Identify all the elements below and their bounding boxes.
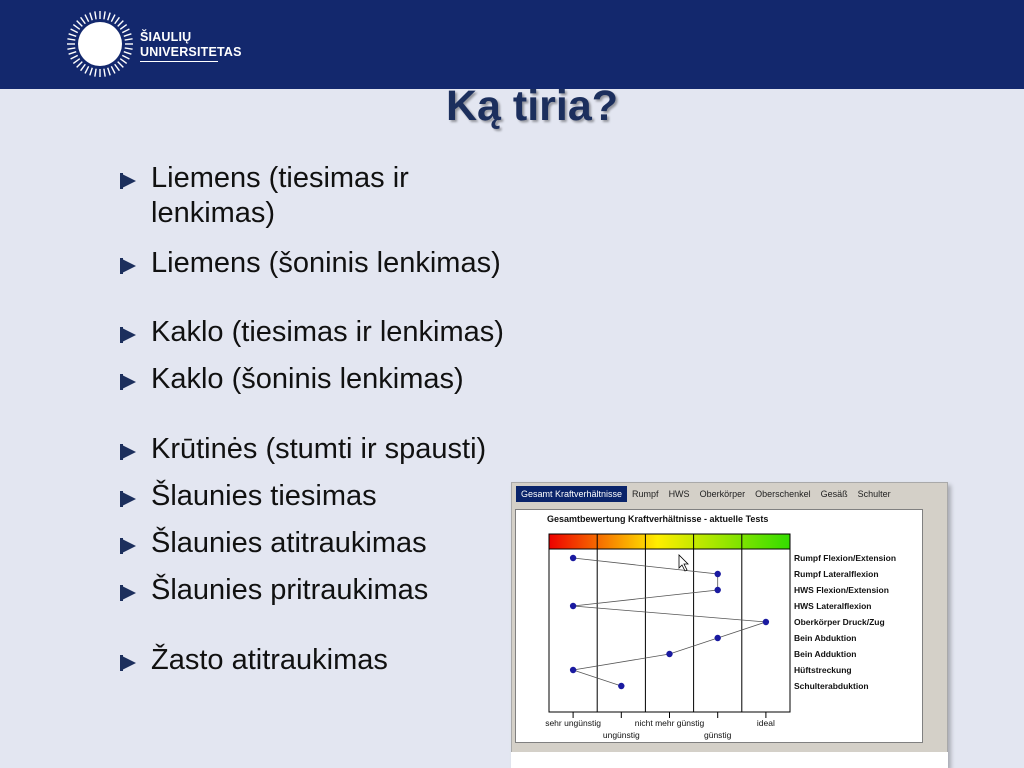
mouse-cursor-icon: [679, 555, 688, 571]
data-point: [715, 571, 721, 577]
logo-ray: [111, 66, 115, 73]
data-point: [666, 651, 672, 657]
bullet-text: Kaklo (tiesimas ir lenkimas): [151, 316, 504, 348]
tab-rumpf[interactable]: Rumpf: [632, 489, 659, 499]
bullet-text: Šlaunies atitraukimas: [151, 527, 427, 559]
logo-ray: [108, 13, 110, 21]
data-point: [763, 619, 769, 625]
logo-ray: [111, 15, 115, 22]
tab-gesaess[interactable]: Gesäß: [820, 489, 848, 499]
logo-ray: [73, 25, 79, 30]
logo-ray: [81, 64, 86, 70]
logo-ray: [81, 17, 86, 23]
logo-ray: [69, 34, 77, 36]
logo-ray: [67, 48, 75, 49]
logo-ray: [120, 59, 126, 64]
bullet-arrow-icon: [120, 444, 136, 460]
logo-ray: [71, 29, 78, 33]
logo-ray: [95, 11, 96, 19]
bullet-text: Liemens (tiesimas ir lenkimas): [151, 162, 409, 229]
logo-ray: [120, 25, 126, 30]
embedded-app-screenshot: [511, 482, 948, 768]
logo-ray: [77, 62, 83, 68]
bullet-arrow-icon: [120, 258, 136, 274]
logo-ray: [125, 48, 133, 49]
bullet-arrow-icon: [120, 538, 136, 554]
slide-title: Ką tiria?: [445, 82, 619, 130]
chart-panel: [515, 509, 923, 743]
logo-ray: [118, 21, 124, 27]
data-point: [570, 603, 576, 609]
strength-chart: [516, 510, 924, 744]
data-point: [570, 555, 576, 561]
rating-gradient-bar: [549, 534, 790, 549]
scale-label: ideal: [756, 718, 775, 728]
bullet-arrow-icon: [120, 585, 136, 601]
bullet-text: Kaklo (šoninis lenkimas): [151, 363, 464, 395]
chart-frame: [549, 534, 790, 712]
category-label: Rumpf Flexion/Extension: [794, 553, 897, 563]
series-line: [573, 558, 766, 686]
bullet-text: Šlaunies pritraukimas: [151, 574, 429, 606]
bullet-arrow-icon: [120, 655, 136, 671]
scale-label: sehr ungünstig: [545, 718, 601, 728]
logo-ray: [95, 69, 96, 77]
scale-label: nicht mehr günstig: [634, 718, 705, 728]
tab-oberschenkel[interactable]: Oberschenkel: [755, 489, 811, 499]
university-name: [140, 30, 242, 60]
tab-schulter[interactable]: Schulter: [857, 489, 891, 499]
bullet-arrow-icon: [120, 374, 136, 390]
bullet-arrow-icon: [120, 173, 136, 189]
logo-ray: [67, 39, 75, 40]
tab-gesamt[interactable]: Gesamt Kraftverhältnisse: [516, 486, 627, 502]
logo-ray: [90, 68, 92, 76]
logo-ray: [122, 29, 129, 33]
data-point: [618, 683, 624, 689]
scale-label: ungünstig: [602, 730, 640, 740]
logo-ray: [124, 34, 132, 36]
logo-ray: [125, 39, 133, 40]
chart-title: Gesamtbewertung Kraftverhältnisse - aktuelle Tests: [547, 514, 769, 524]
category-label: Schulterabduktion: [794, 681, 869, 691]
category-label: Hüftstreckung: [794, 665, 852, 675]
logo-ray: [104, 11, 105, 19]
logo-ray: [85, 15, 89, 22]
logo-ray: [122, 55, 129, 59]
scale-label: günstig: [703, 730, 732, 740]
logo-ray: [118, 62, 124, 68]
logo-ray: [77, 21, 83, 27]
logo-ray: [71, 55, 78, 59]
bullet-text: Liemens (šoninis lenkimas): [151, 247, 501, 279]
data-point: [715, 587, 721, 593]
logo-ray: [73, 59, 79, 64]
tab-oberkoerper[interactable]: Oberkörper: [699, 489, 746, 499]
tab-bar: [516, 486, 896, 502]
logo-ray: [108, 68, 110, 76]
bullet-arrow-icon: [120, 491, 136, 507]
logo-underline: [140, 61, 218, 62]
screenshot-bottom-strip: [511, 752, 948, 768]
logo-ray: [115, 17, 120, 23]
category-label: HWS Lateralflexion: [794, 601, 872, 611]
category-label: Oberkörper Druck/Zug: [794, 617, 885, 627]
category-label: Rumpf Lateralflexion: [794, 569, 879, 579]
logo-ray: [90, 13, 92, 21]
logo-ray: [124, 52, 132, 54]
logo-ray: [115, 64, 120, 70]
bullet-text: Šlaunies tiesimas: [151, 480, 377, 512]
category-label: Bein Abduktion: [794, 633, 857, 643]
data-point: [570, 667, 576, 673]
university-name-line1: ŠIAULIŲ: [140, 30, 192, 44]
bullet-text: Krūtinės (stumti ir spausti): [151, 433, 487, 465]
sun-logo-icon: [64, 8, 136, 80]
logo-ray: [69, 52, 77, 54]
data-point: [715, 635, 721, 641]
category-label: Bein Adduktion: [794, 649, 857, 659]
logo-ray: [104, 69, 105, 77]
tab-hws[interactable]: HWS: [668, 489, 690, 499]
university-name-line2: UNIVERSITETAS: [140, 45, 242, 59]
bullet-arrow-icon: [120, 327, 136, 343]
logo-ray: [85, 66, 89, 73]
bullet-text: Žasto atitraukimas: [151, 644, 388, 676]
category-label: HWS Flexion/Extension: [794, 585, 889, 595]
